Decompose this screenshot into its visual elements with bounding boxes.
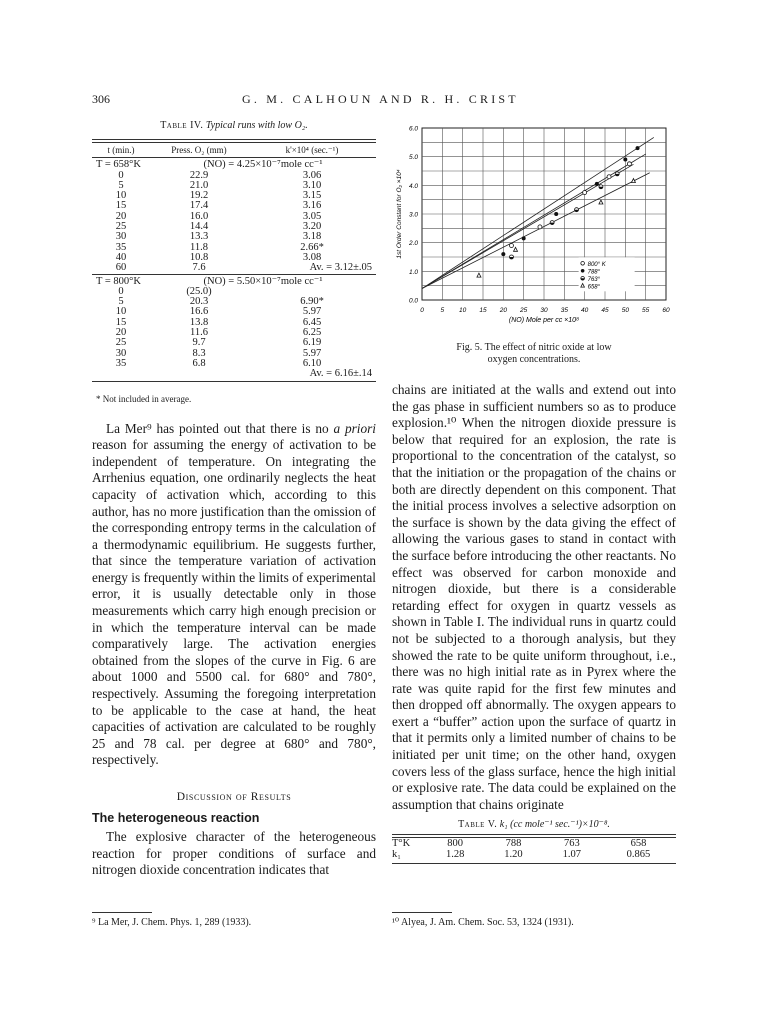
table5-row-temp (392, 838, 676, 849)
data-point (509, 244, 513, 248)
table-row (92, 328, 376, 338)
table4-cell-pressure: 8.3 (192, 347, 206, 359)
table5-cell-k1: 1.20 (504, 849, 523, 861)
table4-cell-k: 6.90* (300, 296, 324, 308)
table4-cell-t: 25 (115, 221, 127, 233)
data-point (522, 236, 526, 240)
table5-cell-temp: 763 (563, 838, 580, 850)
table4-cell-t: 15 (115, 200, 127, 212)
y-tick-label: 3.0 (408, 211, 418, 219)
table4-cell-k: 6.25 (302, 327, 322, 339)
table4-cell-t: 20 (115, 327, 127, 339)
table4-cell-k: 3.16 (302, 200, 322, 212)
table4-footnote: * Not included in average. (96, 393, 192, 404)
left-paragraph-2: The explosive character of the heterogeneous reaction for proper conditions of surface and nitrogen dioxide concentration indicates that (92, 829, 376, 878)
table4-cell-pressure: (25.0) (186, 285, 212, 297)
table4-condition: (NO) = 4.25×10⁻⁷mole cc⁻¹ (150, 158, 376, 171)
table4-cell-pressure: 14.4 (189, 221, 209, 233)
table4-cell-pressure: 22.9 (189, 169, 209, 181)
data-point (627, 162, 631, 166)
table5-row-label: T°K (392, 838, 411, 850)
data-point (501, 252, 505, 256)
data-point (583, 191, 587, 195)
table4-cell-k: 3.08 (302, 251, 322, 263)
x-tick-label: 20 (499, 307, 507, 314)
y-tick-label: 0.0 (408, 297, 418, 305)
table4-average: Av. = 3.12±.05 (309, 262, 372, 274)
table4-cell-pressure: 20.3 (189, 296, 209, 308)
table4-cell-pressure: 6.8 (192, 357, 206, 369)
y-tick-label: 6.0 (408, 125, 418, 133)
table4-col-header: Press. O₂ (mm) (171, 145, 227, 155)
table4-cell-t: 10 (115, 306, 127, 318)
table4-caption (92, 120, 376, 131)
table4-cell-pressure: 13.8 (189, 316, 209, 328)
table4-cell-t: 0 (118, 169, 124, 181)
table5-cell-temp: 788 (505, 838, 522, 850)
table4-cell-pressure: 9.7 (192, 337, 206, 349)
table4-cell-pressure: 11.6 (190, 327, 208, 339)
y-tick-label: 5.0 (408, 154, 418, 162)
table5-caption: Table V. k₁ (cc mole⁻¹ sec.⁻¹)×10⁻⁸. (458, 819, 610, 831)
legend-label: 800° K (587, 261, 606, 268)
table5-cell-k1: 0.865 (626, 849, 651, 861)
table-row (92, 181, 376, 191)
x-axis-label: (NO) Mole per cc ×10⁸ (508, 317, 580, 324)
table4-cell-t: 60 (115, 262, 127, 274)
table4-cell-t: 30 (115, 347, 127, 359)
x-tick-label: 0 (420, 307, 424, 314)
legend-label: 658° (587, 284, 601, 291)
data-point (636, 146, 640, 150)
table-row (92, 287, 376, 297)
table4-title: Typical runs with low O₂. (205, 120, 308, 131)
section-heading: Discussion of Results (176, 791, 292, 803)
table4-condition: (NO) = 5.50×10⁻⁷mole cc⁻¹ (150, 274, 376, 287)
table4-cell-t: 20 (115, 210, 127, 222)
table4-temperature: T = 658°K (92, 158, 150, 171)
right-paragraph: chains are initiated at the walls and extend out into the gas phase in sufficient numbers so as to produce explosion.¹⁰ When the nitrogen dioxide pressure is below that required for an explosion, the rate is proportional to the concentration of the catalyst, so that the initiation or the propagation of the chains or both are directly dependent on this component. That the initial process involves a selective adsorption on the surface is shown by the data giving the effect of allowing the various gases to stand in contact with the surface before introducing the other reactants. No effect was observed for carbon monoxide and nitrogen dioxide, but there is a considerable retarding effect for oxygen in quartz vessels as shown in Table I. The individual runs in quartz could not be subjected to a thorough analysis, but they showed the rate to be quite uniform throughout, i.e., there was no high initial rate as in Pyrex where the rate was quite rapid for the first few minutes and then dropped off abnormally. The oxygen appears to exert a “buffer” action upon the surface of quartz in that it permits only a limited number of chains to be initiated per unit time; on the other hand, oxygen covers less of the glass surface, hence the high initial or explosive rate. The data could be explained on the assumption that chains originate (392, 382, 676, 812)
table4-cell-k: 6.45 (302, 316, 322, 328)
table4-col-header: k'×10⁴ (sec.⁻¹) (285, 145, 339, 155)
subheading: The heterogeneous reaction (92, 811, 260, 825)
table4-cell-t: 5 (118, 296, 124, 308)
table-row (92, 263, 376, 274)
right-footnote: ¹⁰ Alyea, J. Am. Chem. Soc. 53, 1324 (1931). (392, 912, 676, 928)
table4-cell-t: 15 (115, 316, 127, 328)
y-tick-label: 4.0 (408, 182, 418, 190)
figure-5-chart (392, 120, 676, 340)
data-point (581, 269, 585, 273)
table4-col-header: t (min.) (107, 145, 135, 155)
data-point (554, 212, 558, 216)
table4-cell-pressure: 21.0 (189, 179, 209, 191)
table5-row-label: k₁ (392, 849, 401, 861)
table4-cell-pressure: 16.0 (189, 210, 209, 222)
data-point (477, 273, 481, 277)
x-tick-label: 30 (540, 307, 548, 314)
table4-cell-k: 3.10 (302, 179, 322, 191)
x-tick-label: 25 (520, 307, 528, 314)
table4-cell-pressure: 13.3 (189, 231, 209, 243)
y-tick-label: 1.0 (408, 268, 418, 276)
table4-cell-k: 3.05 (302, 210, 322, 222)
table4-label: Table IV. (160, 120, 204, 131)
table4-average: Av. = 6.16±.14 (309, 368, 372, 380)
data-point (607, 175, 611, 179)
table4-cell-t: 25 (115, 337, 127, 349)
x-tick-label: 10 (459, 307, 467, 314)
data-point (631, 179, 635, 183)
page-number: 306 (92, 92, 110, 106)
x-tick-label: 35 (560, 307, 568, 314)
y-axis-label: 1st Order Constant for O₂ ×10⁴ (396, 169, 403, 259)
table4-cell-t: 30 (115, 231, 127, 243)
table4-cell-k: 3.18 (302, 231, 322, 243)
table4-cell-t: 35 (115, 241, 127, 253)
table-row (92, 171, 376, 181)
table-row (92, 349, 376, 359)
table-row (92, 232, 376, 242)
legend-label: 763° (587, 276, 601, 283)
table5-cell-k1: 1.28 (445, 849, 465, 861)
table-row (92, 212, 376, 222)
table5-cell-temp: 800 (447, 838, 464, 850)
right-column (392, 120, 676, 864)
table5-cell-temp: 658 (630, 838, 647, 850)
data-point (514, 247, 518, 251)
data-point (581, 262, 585, 266)
table4-average-row (92, 369, 376, 379)
table4-header-row (92, 143, 376, 158)
data-point (599, 200, 603, 204)
table4-cell-t: 5 (118, 179, 124, 191)
table-row (92, 191, 376, 201)
table-row (92, 297, 376, 307)
table4-cell-k: 5.97 (302, 306, 322, 318)
table5 (392, 838, 676, 860)
table-row (92, 201, 376, 211)
table5-bottom-rule (392, 863, 676, 864)
x-tick-label: 40 (581, 307, 589, 314)
table4-cell-k: 3.06 (302, 169, 322, 181)
x-tick-label: 50 (621, 307, 629, 314)
table4-cell-pressure: 17.4 (189, 200, 209, 212)
table4-cell-pressure: 19.2 (189, 190, 209, 202)
left-footnote: ⁹ La Mer, J. Chem. Phys. 1, 289 (1933). (92, 912, 376, 928)
table4-group-row (92, 158, 376, 171)
data-point (538, 225, 542, 229)
table5-row-k1 (392, 849, 676, 860)
legend-label: 788° (587, 269, 601, 276)
x-tick-label: 60 (662, 307, 670, 314)
table-row (92, 243, 376, 253)
table4-cell-t: 35 (115, 357, 127, 369)
table4-cell-pressure: 16.6 (189, 306, 209, 318)
table4-cell-k: 2.66* (300, 241, 324, 253)
left-column (92, 120, 376, 879)
table5-cell-k1: 1.07 (562, 849, 581, 861)
table-row (92, 222, 376, 232)
x-tick-label: 5 (440, 307, 445, 314)
table-row (92, 307, 376, 317)
table4-group-row (92, 274, 376, 287)
table4-cell-k: 3.20 (302, 221, 322, 233)
table-row (92, 338, 376, 348)
table4-cell-pressure: 10.8 (189, 251, 209, 263)
x-tick-label: 45 (601, 307, 609, 314)
running-head: G. M. CALHOUN AND R. H. CRIST (242, 92, 519, 106)
table4-cell-k: 6.10 (302, 357, 322, 369)
table4-cell-t: 40 (115, 251, 127, 263)
left-paragraph: La Mer⁹ has pointed out that there is no a priori reason for assuming the energy of activation to be independent of temperature. On integrating the Arrhenius equation, one ordinarily neglects the heat capacity of activation which, according to this author, has no more justification than the omission of the corresponding entropy terms in the calculation of a thermodynamic equilibrium. He suggests further, that since the temperature variation of activation energy is frequently within the limits of experimental error, it is usually detectable only in those measurements which carry high enough precision or in which the temperature interval can be made comparatively large. The activation energies obtained from the slopes of the curve in Fig. 6 are about 1000 and 5500 cal. for 680° and 780°, respectively. Assuming the foregoing interpretation to be applicable to the case at hand, the heat capacities of activation are calculated to be roughly 25 and 78 cal. per degree at 680° and 780°, respectively. (92, 420, 376, 768)
table4-cell-k: 3.15 (302, 190, 322, 202)
table4-cell-pressure: 7.6 (192, 262, 206, 274)
x-tick-label: 15 (479, 307, 487, 314)
table4-cell-pressure: 11.8 (190, 241, 208, 253)
table4-temperature: T = 800°K (92, 274, 150, 287)
table4-cell-k: 6.19 (302, 337, 322, 349)
table4-cell-t: 0 (118, 285, 124, 297)
table4-cell-t: 10 (115, 190, 127, 202)
table4 (92, 143, 376, 380)
x-tick-label: 55 (642, 307, 650, 314)
table4-bottom-rule (92, 381, 376, 382)
data-point (595, 182, 599, 186)
table4-cell-k: 5.97 (302, 347, 322, 359)
data-point (623, 158, 627, 162)
y-tick-label: 2.0 (408, 240, 418, 248)
figure-caption: Fig. 5. The effect of nitric oxide at low oxygen concentrations. (456, 342, 612, 365)
table-row (92, 318, 376, 328)
